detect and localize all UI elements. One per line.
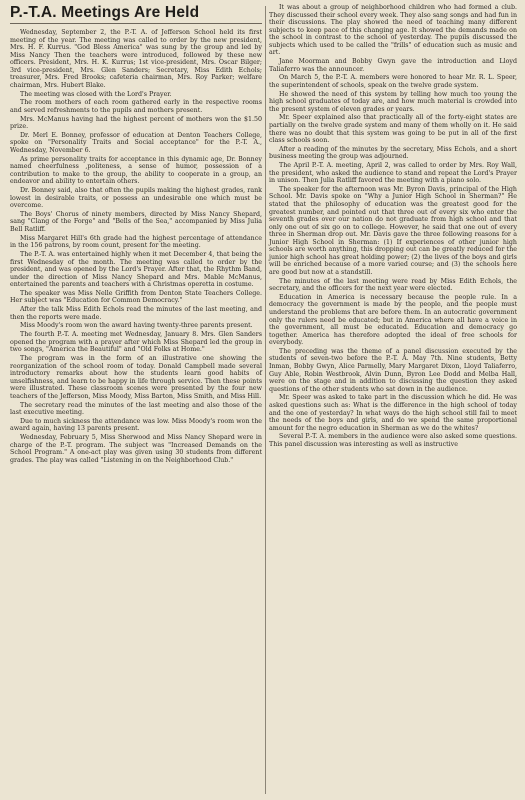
paragraph: The secretary read the minutes of the last meeting and also those of the last executive meeting. bbox=[10, 401, 262, 417]
paragraph: As prime personality traits for acceptance in this dynamic age, Dr. Bonney named cheerfulness ,politeness, a sense of humor, possession of a contribution to make to the group, the ability to cooperate in a group, an endeavor and ability to entertain others. bbox=[10, 155, 262, 186]
paragraph: After the talk Miss Edith Echols read the minutes of the last meeting, and then the reports were made. bbox=[10, 306, 262, 321]
paragraph: The speaker for the afternoon was Mr. Byron Davis, principal of the High School. Mr. Davis spoke on "Why a Junior High School in Sherman?" He stated that the philosophy of education was the greatest good for the greatest number, and pointed out that three out of every six who enter the seventh grades over our nation do not graduate from high school and that only one out of six go on to college. However, he said that one out of every three in Sherman drop out. Mr. Davis gave the three following reasons for a Junior High School in Sherman: (1) If experiences of other junior high schools are worth anything, this dropping out can be greatly reduced for the junior high school has great holding power; (2) the lives of the boys and girls will be enriched because of a more varied course; and (3) the schools here are good but now at a standstill. bbox=[269, 185, 517, 276]
paragraph: The minutes of the last meeting were read by Miss Edith Echols, the secretary, and the officers for the next year were elected. bbox=[269, 277, 517, 293]
paragraph: The speaker was Miss Nelle Griffith from Denton State Teachers College. Her subject was "Education for Common Democracy." bbox=[10, 289, 262, 305]
paragraph: The April P.-T. A. meeting, April 2, was called to order by Mrs. Roy Wall, the president, who asked the audience to stand and repeat the Lord's Prayer in unison. Then Julia Ratliff favored the meeting with a piano solo. bbox=[269, 162, 517, 185]
paragraph: He showed the need of this system by telling how much too young the high school graduates of today are, and how much material is crowded into the present system of eleven grades or years. bbox=[269, 90, 517, 113]
article-headline: P.-T.A. Meetings Are Held bbox=[10, 4, 200, 21]
paragraph: Mr. Speer explained also that practically all of the forty-eight states are partially on the twelve grade system and many of them wholly on it. He said there was no doubt that this system was going to be put in all of the first class schools soon. bbox=[269, 114, 517, 145]
paragraph: After a reading of the minutes by the secretary, Miss Echols, and a short business meeting the group was adjourned. bbox=[269, 145, 517, 161]
paragraph: Due to much sickness the attendance was low. Miss Moody's room won the award again, having 13 parents present. bbox=[10, 417, 262, 433]
paragraph: Mr. Speer was asked to take part in the discussion which he did. He was asked questions such as: What is the difference in the high school of today and the one of yesterday? In what ways do the high school still fail to meet the needs of the boys and girls, and do we spend the same proportional amount for the negro education in Sherman as we do the whites? bbox=[269, 394, 517, 432]
paragraph: Education in America is necessary because the people rule. In a democracy the government is made by the people, and the people must understand the problems that are before them. In an autocratic government only the rulers need be educated; but in America where all have a voice in the government, all must be educated. Education and democracy go together. America has therefore adopted the ideal of free schools for everybody. bbox=[269, 293, 517, 347]
paragraph: The Boys' Chorus of ninety members, directed by Miss Nancy Shepard, sang "Clang of the Forge" and "Bells of the Sea," accompanied by Miss Julia Bell Ratliff. bbox=[10, 210, 262, 233]
paragraph: The room mothers of each room gathered early in the respective rooms and served refreshments to the pupils and mothers present. bbox=[10, 99, 262, 114]
paragraph: It was about a group of neighborhood children who had formed a club. They discussed their school every week. They also sang songs and had fun in their discussions. The play showed the need of teaching many different subjects to keep pace of this changing age. It showed the demands made on the school in contrast to the school of yesterday. The pupils discussed the subjects which used to be called the "frills" of education such as music and art. bbox=[269, 4, 517, 57]
paragraph: Several P.-T. A. members in the audience were also asked some questions. This panel discussion was interesting as well as instructive bbox=[269, 433, 517, 448]
column-divider bbox=[265, 6, 266, 794]
paragraph: Mrs. McManus having had the highest percent of mothers won the $1.50 prize. bbox=[10, 115, 262, 131]
paragraph: Miss Moody's room won the award having twenty-three parents present. bbox=[20, 322, 253, 330]
paragraph: Dr. Bonney said, also that often the pupils making the highest grades, rank lowest in desirable traits, or possess an undesirable one which must be overcome. bbox=[10, 187, 262, 210]
paragraph: Wednesday, February 5, Miss Sherwood and Miss Nancy Shepard were in charge of the P.-T. program. The subject was "Increased Demands on the School Program." A one-act play was given using 30 students from different grades. The play was called "Listening in on the Neighborhood Club." bbox=[10, 434, 262, 464]
paragraph: Miss Margaret Hill's 6th grade had the highest percentage of attendance in the 156 patrons, by room count, present for the meeting. bbox=[10, 234, 262, 250]
paragraph: The meeting was closed with the Lord's Prayer. bbox=[20, 90, 172, 98]
paragraph: Dr. Merl E. Bonney, professor of education at Denton Teachers College, spoke on "Personality Traits and Social acceptance" for the P.-T. A., Wednesday, November 6. bbox=[10, 131, 262, 154]
paragraph: The P.-T. A. was entertained highly when it met December 4, that being the first Wednesday of the month. The meeting was called to order by the president, and was opened by the Lord's Prayer. After that, the Rhythm Band, under the direction of Miss Nancy Shepard and Mrs. Mable McManus, entertained the parents and teachers with a Christmas operetta in costume. bbox=[10, 251, 262, 289]
paragraph: Wednesday, September 2, the P.-T. A. of Jefferson School held its first meeting of the year. The meeting was called to order by the new president, Mrs. H. F. Kurrus. "God Bless America" was sung by the group and led by Miss Nancy Then the teachers were introduced, followed by these new officers. President, Mrs. H. K. Kurrus; 1st vice-president, Mrs. Oscar Bilger; 3rd vice-president, Mrs. Glen Sanders; Secretary, Miss Edith Echols; treasurer, Mrs. Fred Brooks; cafeteria chairman, Mrs. Roy Parker; welfare chairman, Mrs. Hubert Blake. bbox=[10, 29, 262, 89]
left-column bbox=[10, 29, 262, 465]
paragraph: Jane Moorman and Bobby Gwyn gave the introduction and Lloyd Taliaferro was the announcer. bbox=[269, 58, 517, 73]
paragraph: On March 5, the P.-T. A. members were honored to hear Mr. R. L. Speer, the superintendent of schools, speak on the twelve grade system. bbox=[269, 74, 517, 89]
paragraph: The fourth P.-T. A. meeting met Wednesday, January 8. Mrs. Glen Sanders opened the program with a prayer after which Miss Shepard led the group in two songs, "America the Beautiful" and "Old Folks at Home." bbox=[10, 331, 262, 354]
paragraph: The program was in the form of an illustrative one showing the reorganization of the school room of today. Donald Campbell made several introductory remarks about how the students learn good habits of unselfishness, and learn to be happy in life through service. Then these points were illustrated. These classroom scenes were presented by the four new teachers of the Jefferson, Miss Moody, Miss Barton, Miss Smith, and Miss Hill. bbox=[10, 355, 262, 400]
paragraph: The preceding was the theme of a panel discussion executed by the students of seven-two before the P.-T. A. May 7th. Nine students, Betty Inman, Bobby Gwyn, Alice Parmelly, Mary Margaret Dixon, Lloyd Taliaferro, Guy Able, Robin Westbrook, Alvin Dunn, Byron Lee Dodd and Melba Hall, were on the stage and in addition to discussing the question they asked questions of the other students who sat down in the audience. bbox=[269, 347, 517, 393]
right-column bbox=[269, 4, 517, 450]
headline-rule bbox=[10, 23, 262, 24]
